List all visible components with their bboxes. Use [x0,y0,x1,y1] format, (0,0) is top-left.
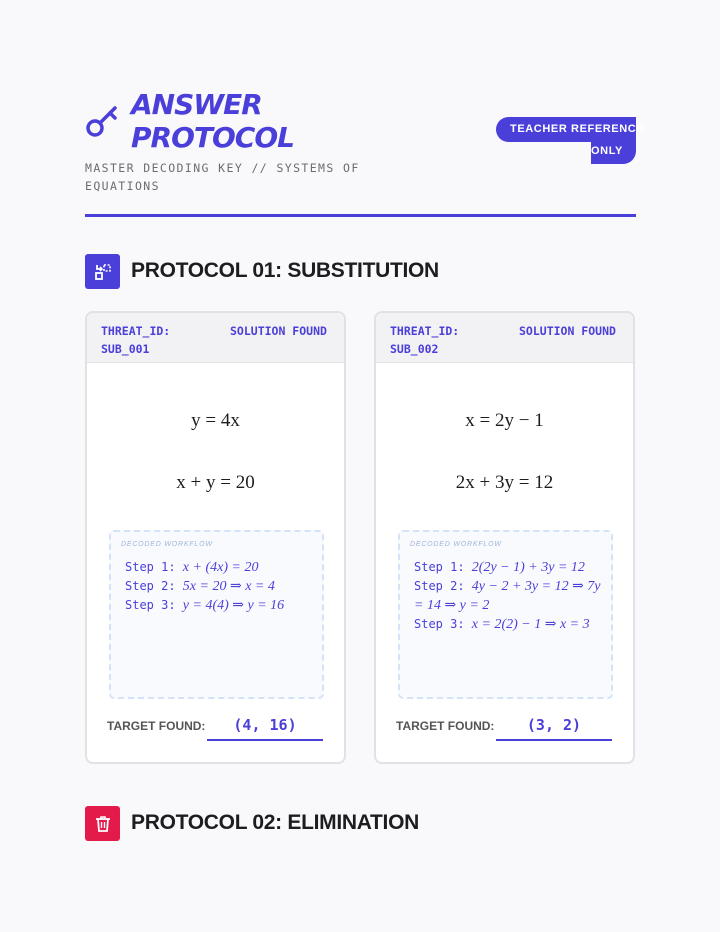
section-elimination [85,806,636,842]
section-title: PROTOCOL 02: ELIMINATION [131,811,419,834]
trash-icon [85,806,120,841]
target-found-label: TARGET FOUND: [396,719,495,733]
workflow-label: DECODED WORKFLOW [121,541,213,548]
status-text: SOLUTION FOUND [230,324,327,338]
equation-1: y = 4x [191,410,240,431]
page-title [131,88,294,154]
header [85,88,645,216]
problem-card-2 [374,311,635,764]
page-subtitle: MASTER DECODING KEY // SYSTEMS OF EQUATIONS [85,161,360,193]
decoded-workflow [398,530,613,699]
workflow-step: Step 3: x = 2(2) − 1 ⇒ x = 3 [414,617,590,632]
equation-1: x = 2y − 1 [465,410,544,431]
section-title: PROTOCOL 01: SUBSTITUTION [131,259,439,282]
card-header [87,313,344,363]
target-found-label: TARGET FOUND: [107,719,206,733]
decoded-workflow [109,530,324,699]
badge-line-2: ONLY [591,145,623,157]
teacher-reference-badge [496,117,645,164]
answer-field: (3, 2) [496,711,612,741]
title-line-1: ANSWER [131,88,262,121]
status-text: SOLUTION FOUND [519,324,616,338]
substitution-icon [85,254,120,289]
title-line-2: PROTOCOL [131,121,294,154]
section-substitution [85,254,636,290]
workflow-step: Step 3: y = 4(4) ⇒ y = 16 [125,598,285,613]
header-divider [85,214,636,217]
key-icon [85,102,125,140]
problem-card-1 [85,311,346,764]
workflow-step: Step 1: x + (4x) = 20 [125,560,259,575]
workflow-step: Step 1: 2(2y − 1) + 3y = 12 [414,560,585,575]
workflow-label: DECODED WORKFLOW [410,541,502,548]
workflow-step: Step 2: 4y − 2 + 3y = 12 ⇒ 7y = 14 ⇒ y = 2 [414,579,605,613]
badge-line-1: TEACHER REFERENCE [510,123,645,135]
answer-field: (4, 16) [207,711,323,741]
card-header [376,313,633,363]
threat-id: THREAT_ID: SUB_001 [101,324,171,356]
equation-2: 2x + 3y = 12 [455,472,554,493]
workflow-step: Step 2: 5x = 20 ⇒ x = 4 [125,579,275,594]
threat-id: THREAT_ID: SUB_002 [390,324,460,356]
equation-2: x + y = 20 [176,472,255,493]
